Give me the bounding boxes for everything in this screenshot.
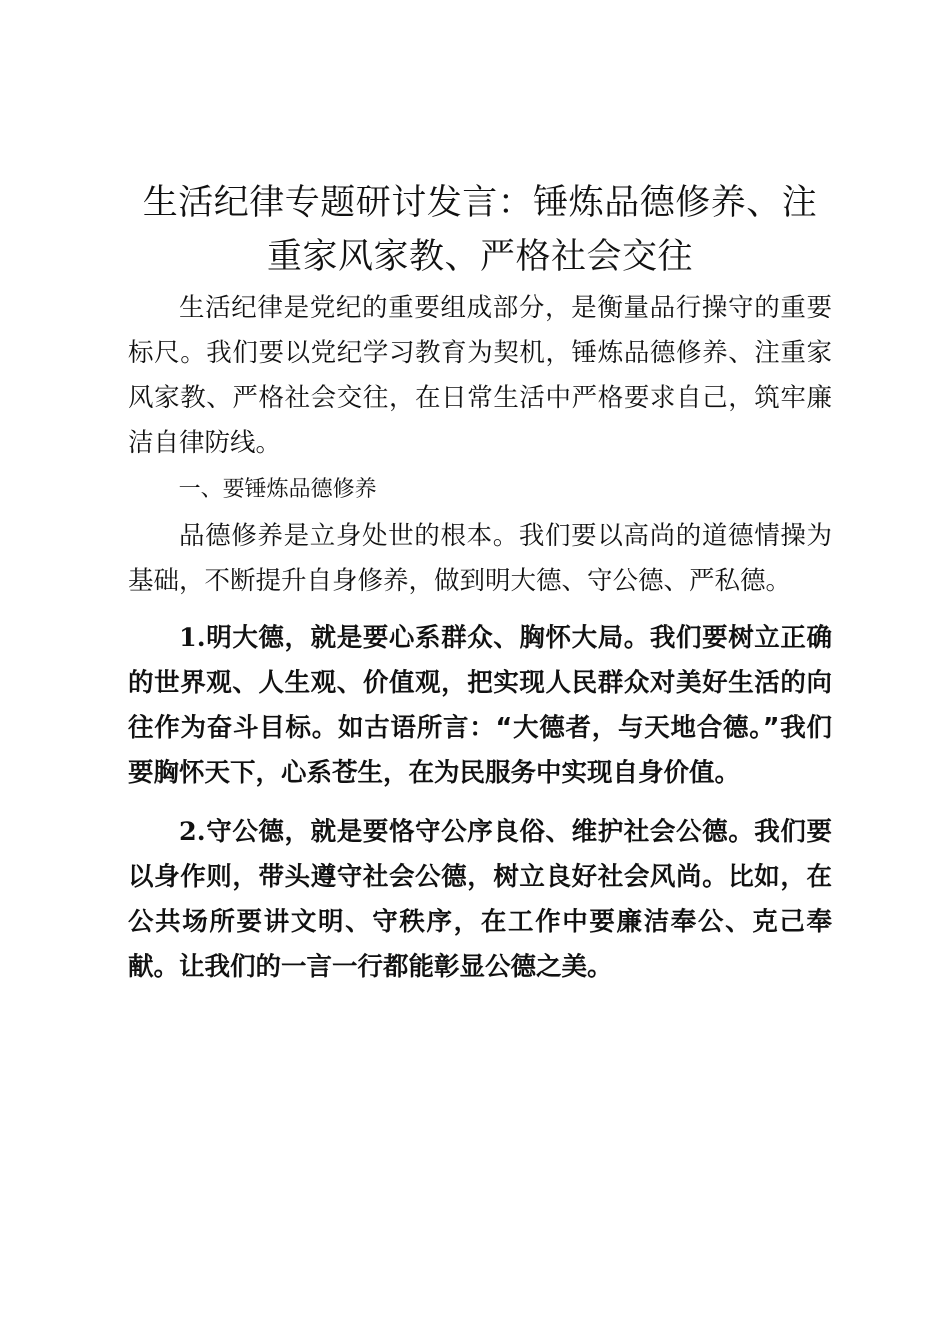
document-title: 生活纪律专题研讨发言：锤炼品德修养、注重家风家教、严格社会交往	[142, 183, 818, 277]
document-page	[128, 176, 832, 990]
point-1-text: 明大德，就是要心系群众、胸怀大局。我们要树立正确的世界观、人生观、价值观，把实现人民群众对美好生活的向往作为奋斗目标。如古语所言：“大德者，与天地合德。”我们要胸怀天下，心系苍生，在为民服务中实现自身价值。	[128, 623, 832, 788]
point-1-number: 1.	[179, 623, 206, 653]
section-1-intro-paragraph: 品德修养是立身处世的根本。我们要以高尚的道德情操为基础，不断提升自身修养，做到明大德、守公德、严私德。	[128, 521, 832, 596]
point-1-paragraph	[128, 616, 832, 796]
point-2-number: 2.	[179, 817, 206, 847]
point-2-text: 守公德，就是要恪守公序良俗、维护社会公德。我们要以身作则，带头遵守社会公德，树立良好社会风尚。比如，在公共场所要讲文明、守秩序，在工作中要廉洁奉公、克己奉献。让我们的一言一行都能彰显公德之美。	[128, 817, 832, 982]
intro-paragraph: 生活纪律是党纪的重要组成部分，是衡量品行操守的重要标尺。我们要以党纪学习教育为契机，锤炼品德修养、注重家风家教、严格社会交往，在日常生活中严格要求自己，筑牢廉洁自律防线。	[128, 293, 832, 458]
point-2-paragraph	[128, 810, 832, 990]
section-heading-1: 一、要锤炼品德修养	[178, 477, 377, 502]
